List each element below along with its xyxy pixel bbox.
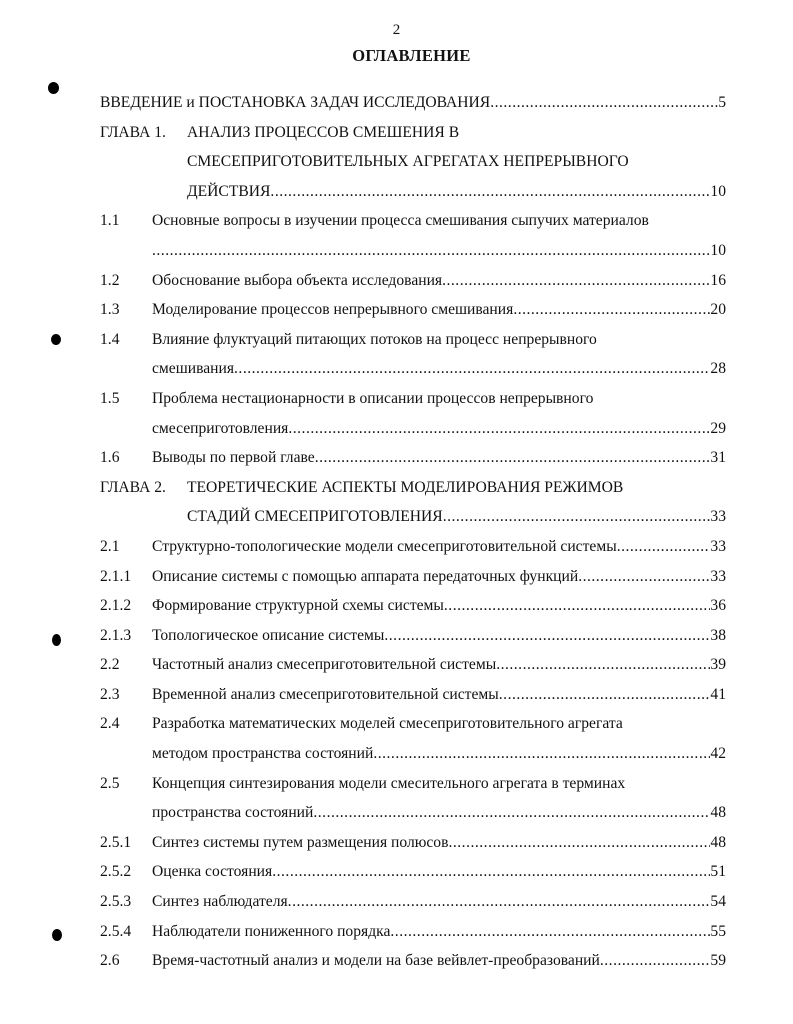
page-number: 2 [392, 22, 401, 38]
toc-entry-number: 2.5.4 [100, 922, 132, 940]
toc-entry-title: Проблема нестационарности в описании процессов непрерывного [152, 389, 594, 407]
toc-entry-title: Описание системы с помощью аппарата передаточных функций [152, 567, 579, 585]
toc-page-number: 28 [710, 360, 726, 378]
toc-page-number: 33 [710, 567, 726, 585]
toc-page-number: 39 [710, 656, 726, 674]
toc-entry-line [100, 709, 726, 739]
toc-entry-number: ГЛАВА 1. [100, 123, 166, 141]
toc-entry-number: 2.3 [100, 685, 120, 703]
dot-leader [384, 621, 710, 651]
toc-entry-title: АНАЛИЗ ПРОЦЕССОВ СМЕШЕНИЯ В [187, 123, 460, 141]
toc-entry-title: ВВЕДЕНИЕ и ПОСТАНОВКА ЗАДАЧ ИССЛЕДОВАНИЯ [100, 94, 491, 111]
toc-entry-title: Топологическое описание системы [152, 626, 385, 644]
toc-entry-line [100, 532, 726, 562]
dot-leader [578, 562, 710, 592]
toc-page-number: 10 [710, 182, 726, 200]
toc-page-number: 33 [710, 508, 726, 526]
toc-entry-number: 2.5.2 [100, 863, 132, 881]
toc-page-number: 33 [710, 537, 726, 555]
dot-leader [373, 739, 710, 769]
ink-blot-mark [52, 634, 61, 646]
toc-entry-line [100, 857, 726, 887]
toc-entry-line [100, 384, 726, 414]
toc-entry-title: Основные вопросы в изучении процесса смешивания сыпучих материалов [152, 212, 649, 230]
toc-entry-line [100, 414, 726, 444]
toc-entry-number: 2.5.3 [100, 893, 132, 911]
toc-page-number: 29 [710, 419, 726, 437]
dot-leader [513, 295, 710, 325]
toc-page-number: 31 [710, 449, 726, 467]
toc-page-number: 48 [710, 833, 726, 851]
toc-entry-title: Синтез системы путем размещения полюсов [152, 833, 449, 851]
toc-entry-title: Концепция синтезирования модели смесительного агрегата в терминах [152, 774, 626, 792]
toc-entry-title: Обоснование выбора объекта исследования [152, 271, 443, 289]
toc-entry-title: Структурно-топологические модели смесеприготовительной системы [152, 537, 617, 555]
dot-leader [272, 857, 710, 887]
toc-title: ОГЛАВЛЕНИЕ [352, 46, 471, 65]
toc-chapter-line [100, 177, 726, 207]
dot-leader [390, 917, 710, 947]
toc-entry-title: Частотный анализ смесеприготовительной системы [152, 656, 497, 674]
toc-entry-title: СТАДИЙ СМЕСЕПРИГОТОВЛЕНИЯ [187, 508, 443, 526]
ink-blot-mark [48, 82, 59, 94]
dot-leader [288, 414, 710, 444]
toc-entry-line [100, 739, 726, 769]
toc-entry-title: Оценка состояния [152, 863, 273, 881]
dot-leader [499, 680, 711, 710]
toc-page-number: 59 [710, 952, 726, 970]
toc-entry-title: пространства состояний [152, 804, 314, 822]
toc-entry-line [100, 917, 726, 947]
toc-entry-number: 2.2 [100, 656, 120, 674]
toc-entry-number: 1.2 [100, 271, 120, 289]
toc-chapter-line [100, 118, 726, 148]
toc-entry-title: Моделирование процессов непрерывного смешивания [152, 301, 514, 319]
toc-entry-title: ТЕОРЕТИЧЕСКИЕ АСПЕКТЫ МОДЕЛИРОВАНИЯ РЕЖИМОВ [187, 478, 624, 496]
toc-entry-line [100, 88, 726, 118]
toc-page-number: 16 [710, 271, 726, 289]
toc-entry-title: Разработка математических моделей смесеприготовительного агрегата [152, 715, 623, 733]
dot-leader [234, 354, 710, 384]
toc-entry-line [100, 354, 726, 384]
toc-entry-number: 1.6 [100, 449, 120, 467]
toc-entry-line [100, 828, 726, 858]
toc-entry-title: Время-частотный анализ и модели на базе вейвлет-преобразований [152, 952, 600, 970]
dot-leader [443, 502, 711, 532]
dot-leader [442, 266, 710, 296]
toc-entry-title: Временной анализ смесеприготовительной системы [152, 685, 499, 703]
toc-entry-line [100, 295, 726, 325]
toc-page-number: 51 [710, 863, 726, 881]
toc-entry-number: 1.4 [100, 330, 120, 348]
toc-entry-number: 2.5 [100, 774, 120, 792]
toc-page-number: 20 [710, 301, 726, 319]
toc-entry-title: Синтез наблюдателя [152, 893, 288, 911]
toc-page-number: 10 [710, 241, 726, 259]
ink-blot-mark [52, 929, 62, 941]
toc-entry-line [100, 562, 726, 592]
toc-entry-title: смесеприготовления [152, 419, 289, 437]
toc-entry-title: Выводы по первой главе [152, 449, 315, 467]
toc-entry-title: СМЕСЕПРИГОТОВИТЕЛЬНЫХ АГРЕГАТАХ НЕПРЕРЫВНОГО [187, 153, 629, 171]
toc-entry-number: 2.1.1 [100, 567, 132, 585]
dot-leader [288, 887, 711, 917]
toc-entry-line [100, 798, 726, 828]
toc-page-number: 55 [710, 922, 726, 940]
toc-page-number: 41 [710, 685, 726, 703]
toc-entry-line [100, 236, 726, 266]
toc-entry-number: ГЛАВА 2. [100, 478, 166, 496]
ink-blot-mark [51, 334, 61, 345]
toc-entry-line [100, 266, 726, 296]
toc-chapter-line [100, 502, 726, 532]
dot-leader [600, 946, 711, 976]
toc-entry-number: 2.4 [100, 715, 120, 733]
toc-entry-line [100, 680, 726, 710]
toc-entry-line [100, 769, 726, 799]
toc-entry-number: 2.1.3 [100, 626, 132, 644]
table-of-contents [100, 88, 726, 976]
toc-entry-number: 2.1 [100, 537, 120, 555]
toc-entry-number: 2.6 [100, 952, 120, 970]
toc-entry-number: 1.5 [100, 389, 120, 407]
toc-entry-title: Формирование структурной схемы системы [152, 597, 444, 615]
dot-leader [448, 828, 710, 858]
toc-entry-title: смешивания [152, 360, 235, 378]
dot-leader [490, 88, 718, 118]
dot-leader [617, 532, 711, 562]
toc-page-number: 36 [710, 597, 726, 615]
toc-entry-line [100, 887, 726, 917]
toc-page-number: 38 [710, 626, 726, 644]
toc-chapter-line [100, 473, 726, 503]
toc-entry-line [100, 591, 726, 621]
dot-leader [496, 650, 710, 680]
toc-page-number: 54 [710, 893, 726, 911]
toc-entry-number: 1.3 [100, 301, 120, 319]
dot-leader [315, 443, 711, 473]
toc-entry-line [100, 443, 726, 473]
toc-entry-title: Влияние флуктуаций питающих потоков на процесс непрерывного [152, 330, 597, 348]
toc-page-number: 5 [718, 94, 726, 111]
toc-entry-line [100, 325, 726, 355]
dot-leader [270, 177, 710, 207]
dot-leader [152, 236, 710, 266]
toc-entry-title: ДЕЙСТВИЯ [187, 182, 271, 200]
toc-entry-number: 2.5.1 [100, 833, 132, 851]
toc-entry-line [100, 650, 726, 680]
toc-entry-line [100, 206, 726, 236]
toc-chapter-line [100, 147, 726, 177]
dot-leader [444, 591, 711, 621]
toc-entry-line [100, 621, 726, 651]
toc-page-number: 42 [710, 745, 726, 763]
toc-entry-number: 1.1 [100, 212, 120, 230]
toc-entry-line [100, 946, 726, 976]
toc-entry-title: методом пространства состояний [152, 745, 374, 763]
toc-entry-number: 2.1.2 [100, 597, 132, 615]
dot-leader [313, 798, 710, 828]
toc-page-number: 48 [710, 804, 726, 822]
toc-entry-title: Наблюдатели пониженного порядка [152, 922, 391, 940]
